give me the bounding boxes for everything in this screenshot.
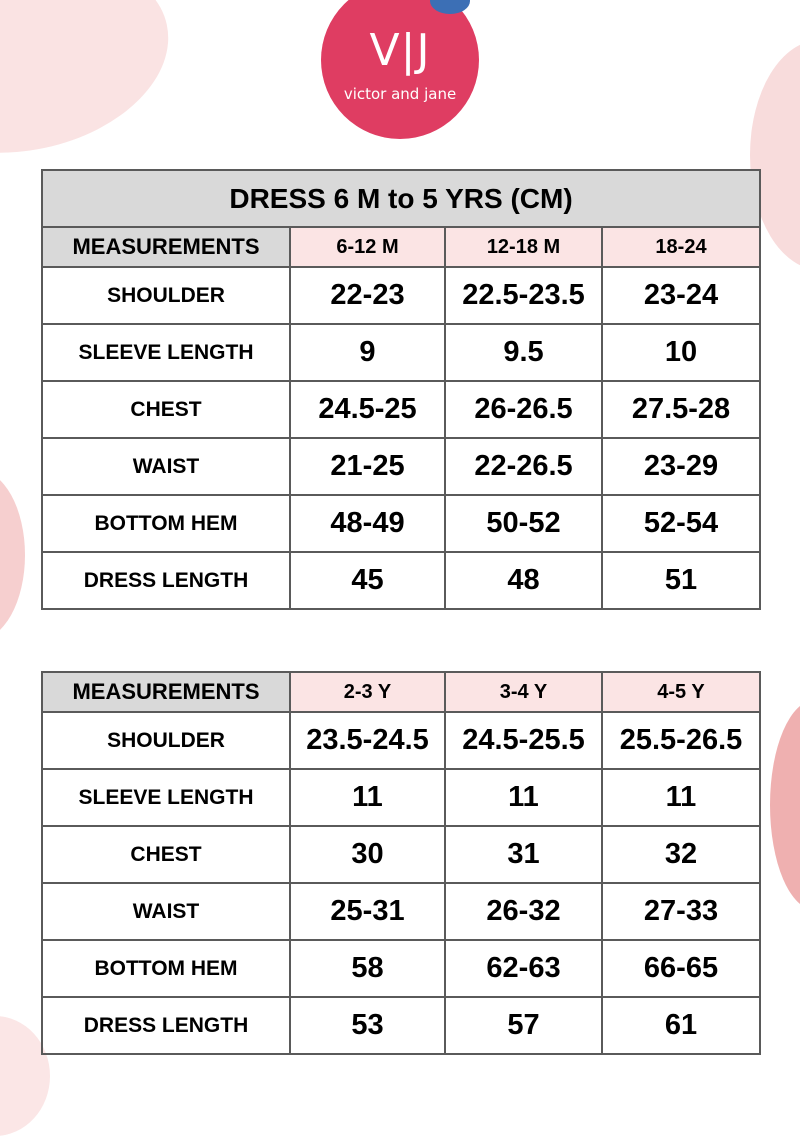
value-cell: 48-49 <box>290 495 445 552</box>
value-cell: 61 <box>602 997 760 1054</box>
value-cell: 27-33 <box>602 883 760 940</box>
table-row <box>42 267 760 324</box>
value-cell: 52-54 <box>602 495 760 552</box>
value-cell: 23-29 <box>602 438 760 495</box>
value-cell: 23-24 <box>602 267 760 324</box>
value-cell: 30 <box>290 826 445 883</box>
decor-blob <box>0 470 25 640</box>
value-cell: 21-25 <box>290 438 445 495</box>
row-label: WAIST <box>42 438 290 495</box>
table-row <box>42 997 760 1054</box>
measurements-header: MEASUREMENTS <box>42 672 290 712</box>
value-cell: 25-31 <box>290 883 445 940</box>
value-cell: 25.5-26.5 <box>602 712 760 769</box>
value-cell: 11 <box>290 769 445 826</box>
header-row <box>42 227 760 267</box>
row-label: DRESS LENGTH <box>42 552 290 609</box>
decor-blob <box>0 0 187 178</box>
size-table-years <box>41 671 761 1055</box>
table-row <box>42 712 760 769</box>
table-title: DRESS 6 M to 5 YRS (CM) <box>42 170 760 227</box>
value-cell: 57 <box>445 997 602 1054</box>
value-cell: 31 <box>445 826 602 883</box>
value-cell: 9.5 <box>445 324 602 381</box>
value-cell: 53 <box>290 997 445 1054</box>
table-row <box>42 883 760 940</box>
value-cell: 11 <box>602 769 760 826</box>
value-cell: 58 <box>290 940 445 997</box>
size-header: 12-18 M <box>445 227 602 267</box>
value-cell: 48 <box>445 552 602 609</box>
value-cell: 24.5-25.5 <box>445 712 602 769</box>
table-row <box>42 552 760 609</box>
brand-logo <box>321 0 479 139</box>
value-cell: 51 <box>602 552 760 609</box>
table-row <box>42 826 760 883</box>
measurements-header: MEASUREMENTS <box>42 227 290 267</box>
value-cell: 24.5-25 <box>290 381 445 438</box>
value-cell: 45 <box>290 552 445 609</box>
value-cell: 22-23 <box>290 267 445 324</box>
table-row <box>42 940 760 997</box>
table-row <box>42 381 760 438</box>
value-cell: 10 <box>602 324 760 381</box>
value-cell: 11 <box>445 769 602 826</box>
size-header: 2-3 Y <box>290 672 445 712</box>
row-label: BOTTOM HEM <box>42 495 290 552</box>
row-label: CHEST <box>42 826 290 883</box>
value-cell: 66-65 <box>602 940 760 997</box>
row-label: WAIST <box>42 883 290 940</box>
size-header: 6-12 M <box>290 227 445 267</box>
brand-name: victor and jane <box>343 85 457 103</box>
decor-blob <box>770 700 800 910</box>
value-cell: 26-32 <box>445 883 602 940</box>
size-header: 4-5 Y <box>602 672 760 712</box>
size-table-months <box>41 169 761 610</box>
value-cell: 22-26.5 <box>445 438 602 495</box>
table-row <box>42 769 760 826</box>
row-label: SLEEVE LENGTH <box>42 769 290 826</box>
value-cell: 23.5-24.5 <box>290 712 445 769</box>
value-cell: 9 <box>290 324 445 381</box>
row-label: SHOULDER <box>42 267 290 324</box>
value-cell: 22.5-23.5 <box>445 267 602 324</box>
header-row <box>42 672 760 712</box>
table-row <box>42 324 760 381</box>
value-cell: 32 <box>602 826 760 883</box>
size-header: 3-4 Y <box>445 672 602 712</box>
brand-mark: V|J <box>369 25 431 76</box>
value-cell: 27.5-28 <box>602 381 760 438</box>
value-cell: 62-63 <box>445 940 602 997</box>
table-row <box>42 495 760 552</box>
row-label: BOTTOM HEM <box>42 940 290 997</box>
row-label: DRESS LENGTH <box>42 997 290 1054</box>
row-label: SLEEVE LENGTH <box>42 324 290 381</box>
size-header: 18-24 <box>602 227 760 267</box>
row-label: CHEST <box>42 381 290 438</box>
table-row <box>42 438 760 495</box>
value-cell: 26-26.5 <box>445 381 602 438</box>
row-label: SHOULDER <box>42 712 290 769</box>
value-cell: 50-52 <box>445 495 602 552</box>
